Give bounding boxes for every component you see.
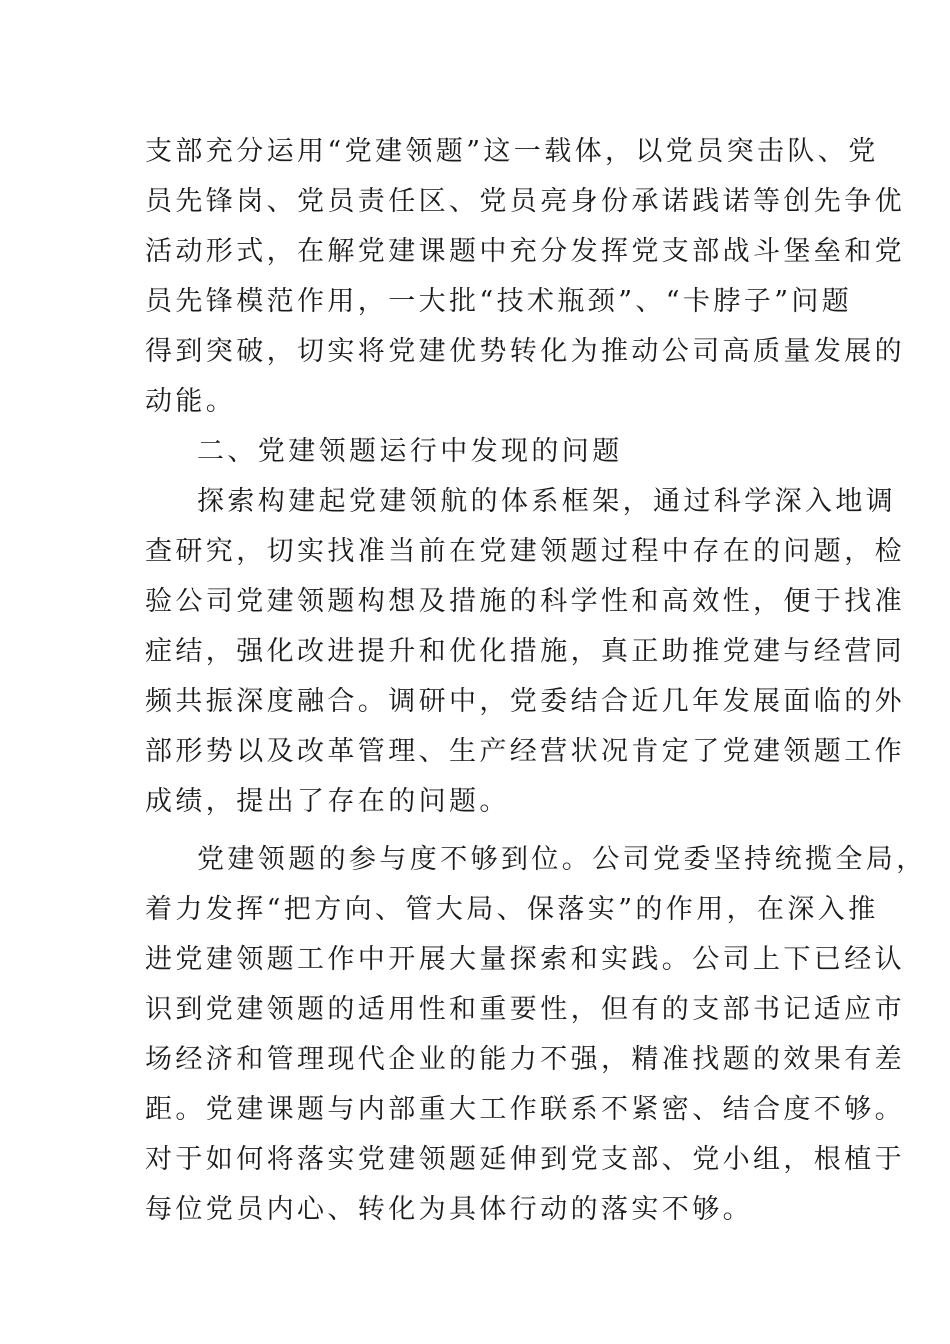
paragraph-3-line-1: 党建领题的参与度不够到位。公司党委坚持统揽全局，: [197, 844, 927, 875]
paragraph-3-line-5: 场经济和管理现代企业的能力不强，精准找题的效果有差: [145, 1044, 905, 1075]
paragraph-2-line-3: 验公司党建领题构想及措施的科学性和高效性，便于找准: [145, 586, 905, 617]
paragraph-1-line-3: 活动形式，在解党建课题中充分发挥党支部战斗堡垒和党: [145, 236, 905, 267]
paragraph-gap: [0, 827, 950, 835]
paragraph-1-line-6: 动能。: [145, 386, 237, 417]
paragraph-3-line-2: 着力发挥“把方向、管大局、保落实”的作用，在深入推: [145, 894, 879, 925]
paragraph-2-line-1: 探索构建起党建领航的体系框架，通过科学深入地调: [197, 486, 897, 517]
paragraph-3-line-7: 对于如何将落实党建领题延伸到党支部、党小组，根植于: [145, 1144, 905, 1175]
paragraph-2-line-2: 查研究，切实找准当前在党建领题过程中存在的问题，检: [145, 536, 905, 567]
paragraph-1-line-5: 得到突破，切实将党建优势转化为推动公司高质量发展的: [145, 336, 905, 367]
paragraph-2-line-5: 频共振深度融合。调研中，党委结合近几年发展面临的外: [145, 686, 905, 717]
paragraph-1-line-4: 员先锋模范作用，一大批“技术瓶颈”、“卡脖子”问题: [145, 286, 853, 317]
paragraph-2-line-4: 症结，强化改进提升和优化措施，真正助推党建与经营同: [145, 636, 905, 667]
document-body: [0, 127, 950, 1235]
paragraph-3-line-4: 识到党建领题的适用性和重要性，但有的支部书记适应市: [145, 994, 905, 1025]
paragraph-3-line-8: 每位党员内心、转化为具体行动的落实不够。: [145, 1194, 753, 1225]
paragraph-1-line-2: 员先锋岗、党员责任区、党员亮身份承诺践诺等创先争优: [145, 186, 905, 217]
paragraph-3-line-3: 进党建领题工作中开展大量探索和实践。公司上下已经认: [145, 944, 905, 975]
section-heading: 二、党建领题运行中发现的问题: [197, 436, 623, 467]
paragraph-3-line-6: 距。党建课题与内部重大工作联系不紧密、结合度不够。: [145, 1094, 905, 1125]
paragraph-2-line-7: 成绩，提出了存在的问题。: [145, 786, 510, 817]
paragraph-2-line-6: 部形势以及改革管理、生产经营状况肯定了党建领题工作: [145, 736, 905, 767]
paragraph-1-line-1: 支部充分运用“党建领题”这一载体，以党员突击队、党: [145, 136, 879, 167]
